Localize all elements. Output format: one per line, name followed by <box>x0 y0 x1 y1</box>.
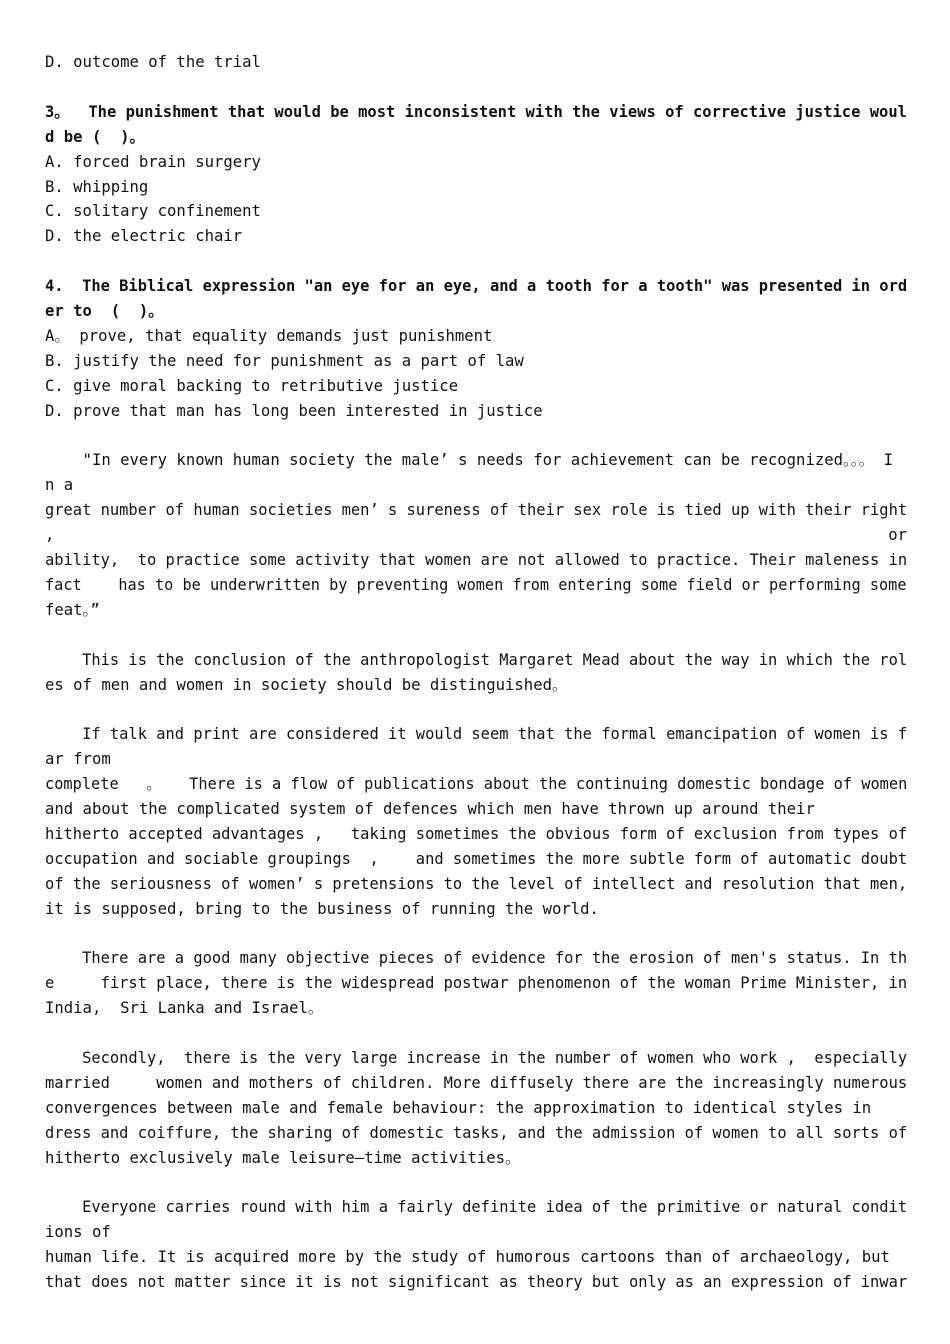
text-line: C. give moral backing to retributive justice <box>45 376 459 395</box>
text-line: 3。 The punishment that would be most inconsistent with the views of corrective justice woul <box>45 102 907 121</box>
text-line: human life. It is acquired more by the study of humorous cartoons than of archaeology, but <box>45 1248 890 1267</box>
text-line: Everyone carries round with him a fairly definite idea of the primitive or natural condit <box>45 1198 908 1217</box>
text-line: of the seriousness of women’ s pretensions to the level of intellect and resolution that men, <box>45 874 908 893</box>
text-line: complete 。 There is a flow of publications about the continuing domestic bondage of women <box>45 775 908 794</box>
text-line: A。 prove, that equality demands just punishment <box>45 326 493 345</box>
text-line: convergences between male and female behaviour: the approximation to identical styles in <box>45 1098 872 1117</box>
text-line: This is the conclusion of the anthropologist Margaret Mead about the way in which the rol <box>45 650 908 669</box>
text-line: If talk and print are considered it would seem that the formal emancipation of women is f <box>45 725 908 744</box>
text-line: great number of human societies men’ s sureness of their sex role is tied up with their right <box>45 501 908 520</box>
text-line: es of men and women in society should be distinguished。 <box>45 675 568 694</box>
text-line: ions of <box>45 1223 111 1242</box>
text-line: D. outcome of the trial <box>45 53 261 71</box>
text-line: occupation and sociable groupings , and sometimes the more subtle form of automatic doubt <box>45 849 908 868</box>
text-line: C. solitary confinement <box>45 202 261 221</box>
text-line: ar from <box>45 750 111 769</box>
text-line: , <box>45 526 55 545</box>
text-line: B. whipping <box>45 177 149 196</box>
text-line: A. forced brain surgery <box>45 152 261 171</box>
text-line-right: or <box>888 526 907 545</box>
text-line: that does not matter since it is not significant as theory but only as an expression of inwar <box>45 1273 908 1292</box>
text-line: D. the electric chair <box>45 227 243 246</box>
text-line: There are a good many objective pieces of evidence for the erosion of men's status. In th <box>45 949 908 968</box>
text-line: Secondly, there is the very large increase in the number of women who work , especially <box>45 1049 908 1067</box>
text-line: and about the complicated system of defences which men have thrown up around their <box>45 800 815 818</box>
text-line: d be ( )。 <box>45 127 146 146</box>
text-line: 4. The Biblical expression "an eye for an eye, and a tooth for a tooth" was presented in ord <box>45 277 908 296</box>
text-line: hitherto accepted advantages , taking sometimes the obvious form of exclusion from types of <box>45 824 908 843</box>
text-line: n a <box>45 476 74 495</box>
text-line: D. prove that man has long been interested in justice <box>45 401 543 420</box>
text-line: er to ( )。 <box>45 302 164 320</box>
text-line: India, Sri Lanka and Israel。 <box>45 999 324 1018</box>
text-line: "In every known human society the male’ s needs for achievement can be recognized。。。 I <box>45 451 893 470</box>
text-line: ability, to practice some activity that women are not allowed to practice. Their maleness in <box>45 551 908 569</box>
text-line: married women and mothers of children. More diffusely there are the increasingly numerous <box>45 1073 908 1092</box>
text-line: B. justify the need for punishment as a part of law <box>45 351 524 370</box>
text-line: fact has to be underwritten by preventing women from entering some field or performing some <box>45 575 907 594</box>
text-line: feat。” <box>45 600 100 619</box>
text-line: e first place, there is the widespread postwar phenomenon of the woman Prime Minister, in <box>45 974 908 993</box>
text-line: dress and coiffure, the sharing of domestic tasks, and the admission of women to all sorts of <box>45 1123 908 1142</box>
text-line: hitherto exclusively male leisure—time activities。 <box>45 1148 521 1167</box>
text-line: it is supposed, bring to the business of running the world. <box>45 899 599 918</box>
